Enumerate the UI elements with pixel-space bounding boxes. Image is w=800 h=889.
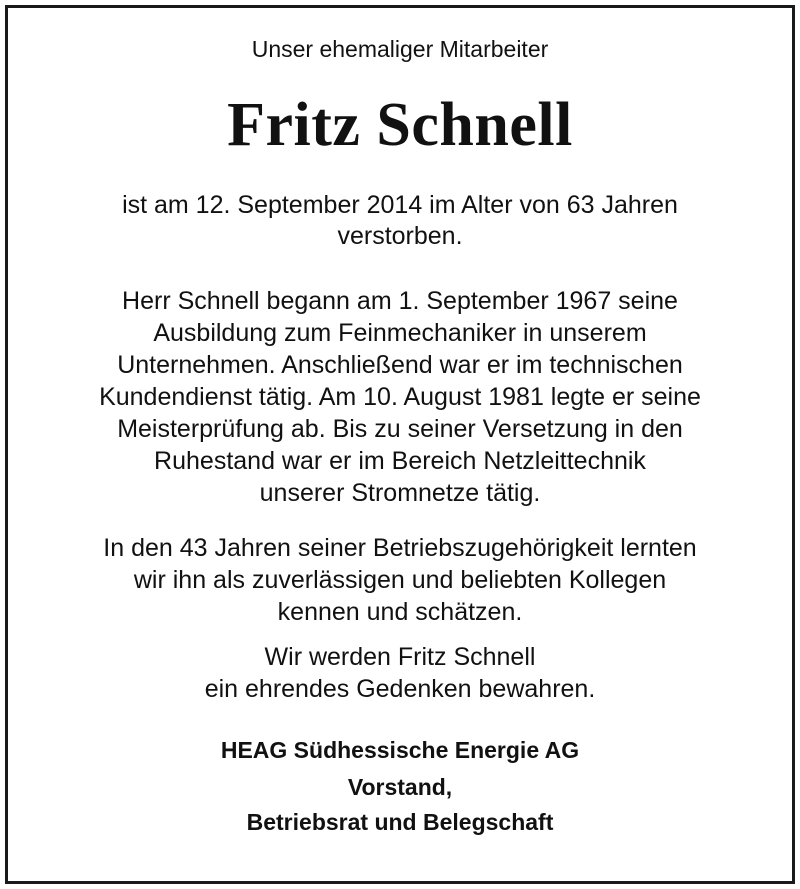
memory-line: ein ehrendes Gedenken bewahren. [204,675,596,703]
intro-line: Unser ehemaliger Mitarbeiter [251,36,549,62]
career-line: Unternehmen. Anschließend war er im technischen [117,351,683,379]
career-line: Herr Schnell begann am 1. September 1967 seine [122,287,678,315]
tribute-line: kennen und schätzen. [277,598,523,626]
death-line: ist am 12. September 2014 im Alter von 63 Jahren [122,191,678,219]
career-line: Ausbildung zum Feinmechaniker in unserem [153,319,647,347]
tribute-line: In den 43 Jahren seiner Betriebszugehörigkeit lernten [103,534,697,562]
career-line: Ruhestand war er im Bereich Netzleittechnik [154,447,646,475]
death-line: verstorben. [337,222,463,250]
tribute-line: wir ihn als zuverlässigen und beliebten Kollegen [133,566,667,594]
signature-board: Vorstand, [347,774,453,800]
signature-company: HEAG Südhessische Energie AG [220,737,580,763]
deceased-name: Fritz Schnell [227,91,573,159]
career-line: Kundendienst tätig. Am 10. August 1981 legte er seine [99,383,701,411]
career-line: unserer Stromnetze tätig. [259,479,541,507]
obituary-notice [5,5,795,884]
memory-line: Wir werden Fritz Schnell [264,643,536,671]
signature-staff: Betriebsrat und Belegschaft [246,809,554,835]
career-line: Meisterprüfung ab. Bis zu seiner Versetzung in den [117,415,683,443]
